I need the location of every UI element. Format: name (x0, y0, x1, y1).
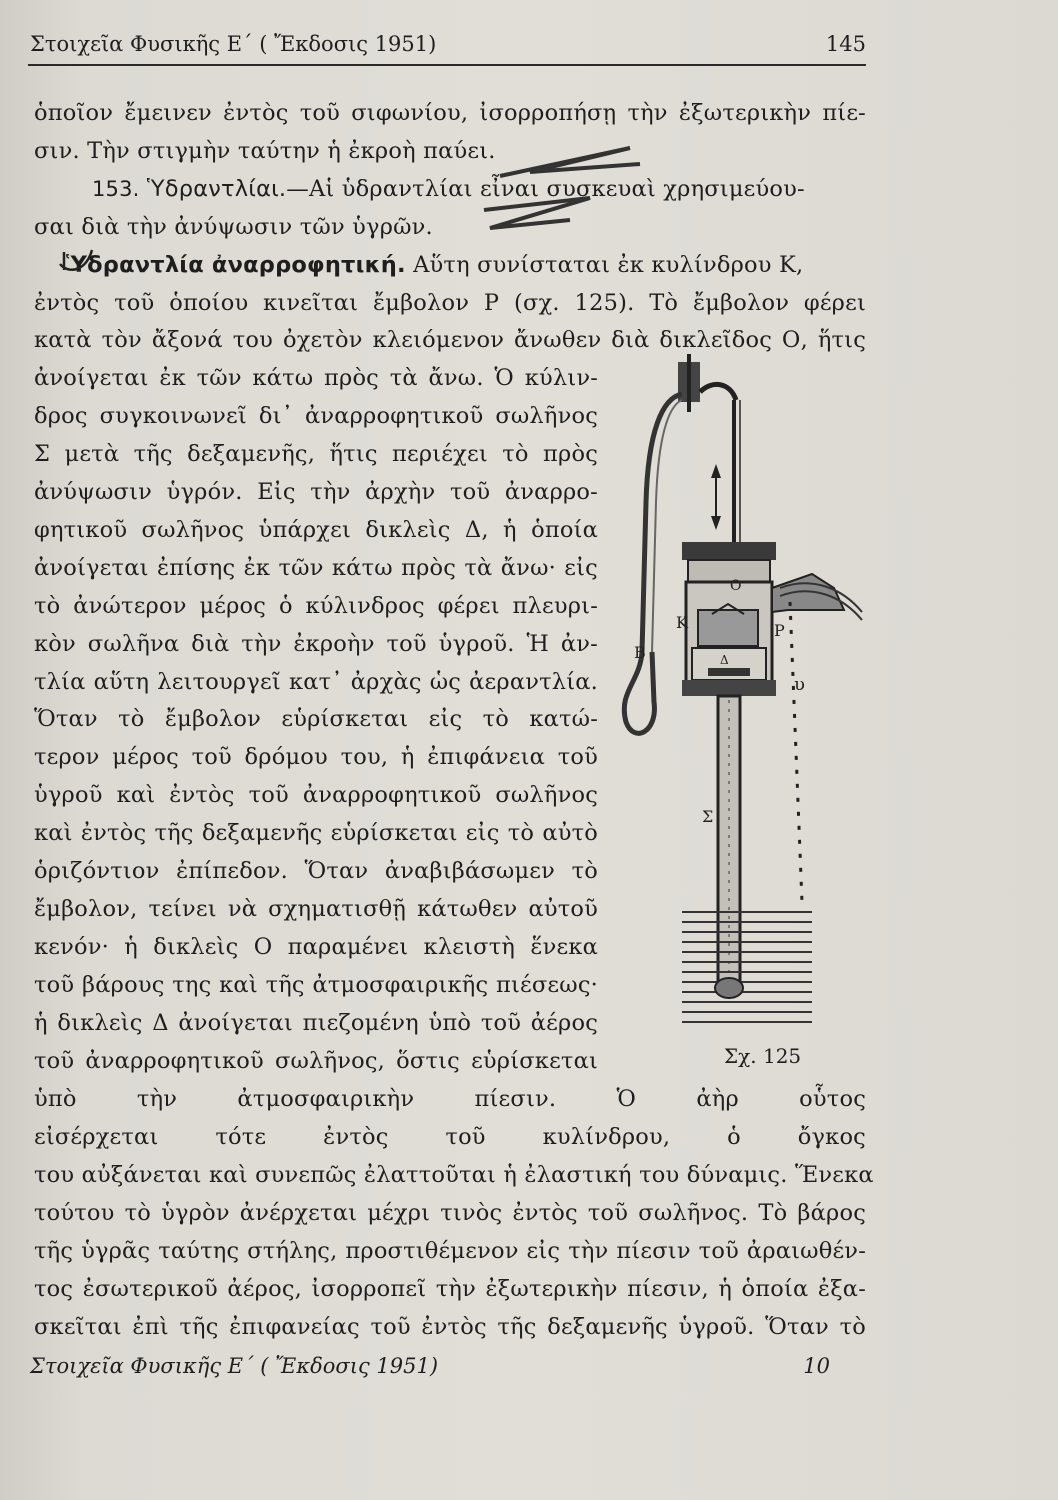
text-line-7: κατὰ τὸν ἄξονά του ὀχετὸν κλειόμενον ἄνωθεν διὰ δικλεῖδος Ο, ἥτις (34, 327, 866, 353)
label-sigma: Σ (702, 807, 714, 826)
text-line-8: ἀνοίγεται ἐκ τῶν κάτω πρὸς τὰ ἄνω. Ὁ κύλιν- (34, 365, 598, 391)
section-text: —Αἱ ὑδραντλίαι εἶναι συσκευαὶ χρησιμεύου- (286, 176, 805, 202)
text-line-16: τλία αὕτη λειτουργεῖ κατ᾿ ἀρχὰς ὡς ἀεραντλία. (34, 669, 598, 695)
text-line-17: Ὅταν τὸ ἔμβολον εὑρίσκεται εἰς τὸ κατώ- (34, 706, 598, 732)
text-line-12: φητικοῦ σωλῆνος ὑπάρχει δικλεὶς Δ, ἡ ὁποία (34, 517, 598, 543)
label-k: K (676, 613, 688, 632)
running-header (30, 32, 866, 56)
section-number: 153. (92, 177, 140, 201)
subsection-title: Ὑδραντλία ἀναρροφητική. (66, 252, 406, 278)
text-line-22: ἔμβολον, τείνει νὰ σχηματισθῇ κάτωθεν αὐτοῦ (34, 896, 598, 922)
text-line-27: ὑπὸ τὴν ἀτμοσφαιρικὴν πίεσιν. Ὁ ἀὴρ οὗτος (34, 1086, 866, 1112)
text-line-10: Σ μετὰ τῆς δεξαμενῆς, ἥτις περιέχει τὸ πρὸς (34, 441, 598, 467)
subsection-text: Αὕτη συνίσταται ἐκ κυλίνδρου Κ, (413, 252, 804, 278)
text-line-28: εἰσέρχεται τότε ἐντὸς τοῦ κυλίνδρου, ὁ ὄγκος (34, 1124, 866, 1150)
text-line-19: ὑγροῦ καὶ ἐντὸς τοῦ ἀναρροφητικοῦ σωλῆνος (34, 782, 598, 808)
text-line-32: τος ἐσωτερικοῦ ἀέρος, ἰσορροπεῖ τὴν ἐξωτερικὴν πίεσιν, ἡ ὁποία ἐξα- (34, 1276, 866, 1302)
header-rule (28, 64, 866, 66)
header-title: Στοιχεῖα Φυσικῆς Ε΄ ( Ἔκδοσις 1951) (30, 32, 437, 56)
text-line-20: καὶ ἐντὸς τῆς δεξαμενῆς εὑρίσκεται εἰς τὸ αὐτὸ (34, 820, 598, 846)
label-p: P (774, 621, 785, 640)
header-page-number: 145 (825, 32, 866, 56)
text-line-14: τὸ ἀνώτερον μέρος ὁ κύλινδρος φέρει πλευρι- (34, 593, 598, 619)
pen-annotation-mark (470, 136, 690, 246)
text-line-9: δρος συγκοινωνεῖ δι᾿ ἀναρροφητικοῦ σωλῆνος (34, 403, 598, 429)
text-line-29: του αὐξάνεται καὶ συνεπῶς ἐλαττοῦται ἡ ἐλαστική του δύναμις. Ἕνεκα (34, 1162, 874, 1188)
text-line-2: σιν. Τὴν στιγμὴν ταύτην ἡ ἐκροὴ παύει. (34, 138, 496, 164)
text-line-24: τοῦ βάρους της καὶ τῆς ἀτμοσφαιρικῆς πιέσεως· (34, 972, 598, 998)
footer-signature: 10 (803, 1354, 830, 1378)
label-b: B (634, 643, 646, 662)
text-line-1: ὁποῖον ἔμεινεν ἐντὸς τοῦ σιφωνίου, ἰσορροπήσῃ τὴν ἐξωτερικὴν πίε- (34, 100, 866, 126)
section-title: Ὑδραντλίαι. (146, 176, 287, 202)
label-o: O (730, 578, 742, 594)
label-delta: Δ (720, 653, 729, 667)
text-line-26: τοῦ ἀναρροφητικοῦ σωλῆνος, ὅστις εὑρίσκεται (34, 1048, 598, 1074)
pen-checkmark (58, 244, 98, 278)
suction-pump-figure (612, 352, 866, 1052)
footer-title: Στοιχεῖα Φυσικῆς Ε΄ ( Ἔκδοσις 1951) (30, 1354, 439, 1378)
text-line-18: τερον μέρος τοῦ δρόμου του, ἡ ἐπιφάνεια τοῦ (34, 744, 598, 770)
text-line-13: ἀνοίγεται ἐπίσης ἐκ τῶν κάτω πρὸς τὰ ἄνω· εἰς (34, 555, 598, 581)
text-line-30: τούτου τὸ ὑγρὸν ἀνέρχεται μέχρι τινὸς ἐντὸς τοῦ σωλῆνος. Τὸ βάρος (34, 1200, 866, 1226)
text-line-33: σκεῖται ἐπὶ τῆς ἐπιφανείας τοῦ ἐντὸς τῆς δεξαμενῆς ὑγροῦ. Ὅταν τὸ (34, 1314, 866, 1340)
text-line-25: ἡ δικλεὶς Δ ἀνοίγεται πιεζομένη ὑπὸ τοῦ ἀέρος (34, 1010, 598, 1036)
text-line-21: ὁριζόντιον ἐπίπεδον. Ὅταν ἀναβιβάσωμεν τὸ (34, 858, 598, 884)
text-line-23: κενόν· ἡ δικλεὶς Ο παραμένει κλειστὴ ἕνεκα (34, 934, 598, 960)
running-footer (30, 1354, 830, 1378)
figure-caption: Σχ. 125 (724, 1044, 802, 1068)
text-line-11: ἀνύψωσιν ὑγρόν. Εἰς τὴν ἀρχὴν τοῦ ἀναρρο- (34, 479, 598, 505)
text-line-6: ἐντὸς τοῦ ὁποίου κινεῖται ἔμβολον Ρ (σχ. 125). Τὸ ἔμβολον φέρει (34, 290, 866, 316)
label-u: υ (794, 674, 805, 695)
text-line-4: σαι διὰ τὴν ἀνύψωσιν τῶν ὑγρῶν. (34, 214, 433, 240)
text-line-15: κὸν σωλῆνα διὰ τὴν ἐκροὴν τοῦ ὑγροῦ. Ἡ ἀν- (34, 631, 598, 657)
subsection-heading-line (66, 252, 866, 278)
text-line-31: τῆς ὑγρᾶς ταύτης στήλης, προστιθέμενον εἰς τὴν πίεσιν τοῦ ἀραιωθέν- (34, 1238, 866, 1264)
